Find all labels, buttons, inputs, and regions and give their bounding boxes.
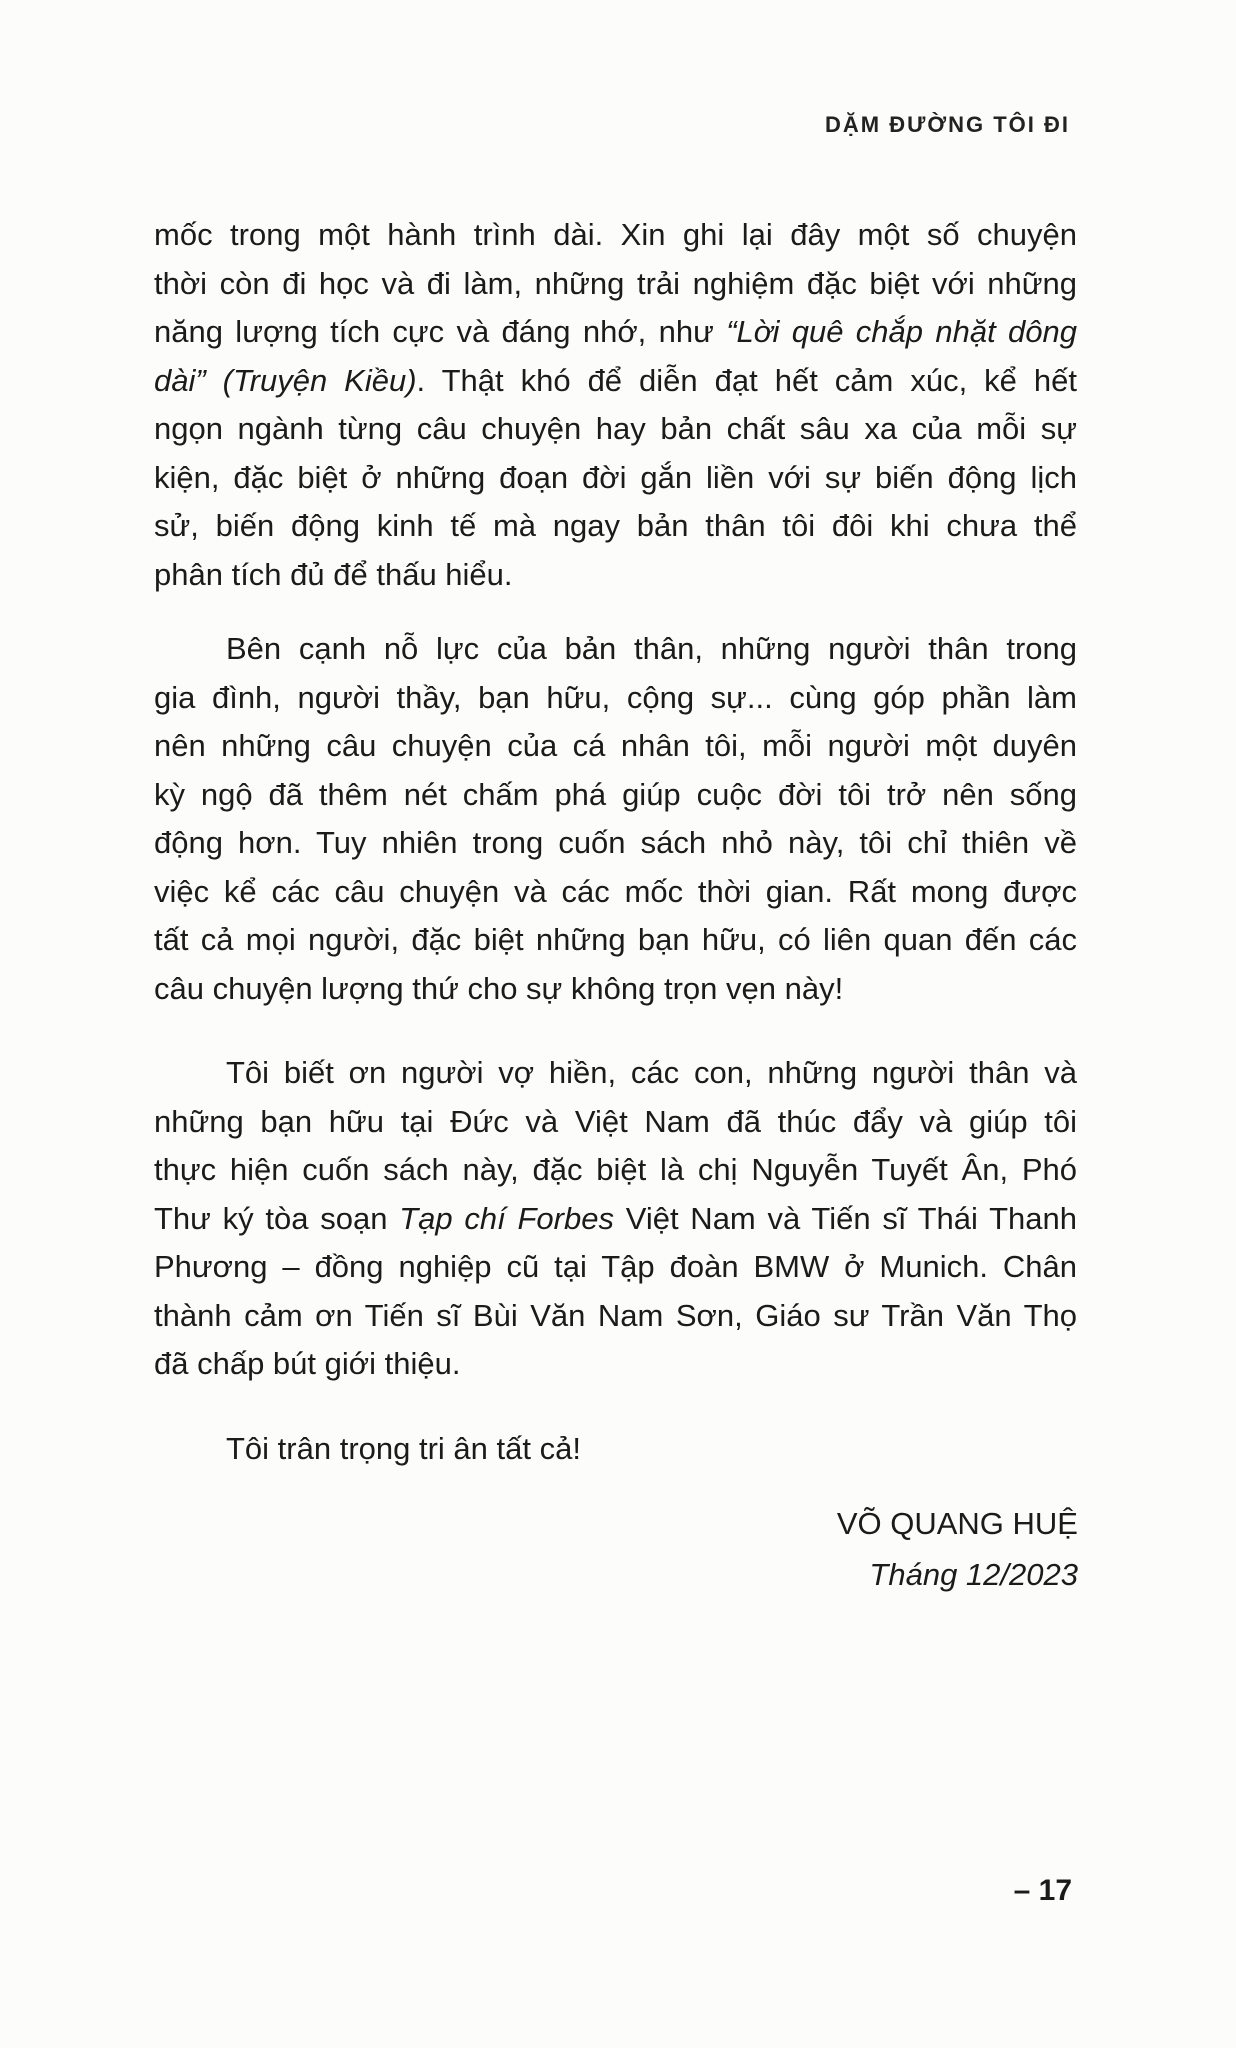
- text-segment: năng lượng tích cực và đáng nhớ, như: [154, 314, 727, 349]
- italic-text: Tạp chí Forbes: [399, 1200, 614, 1236]
- italic-text: dài” (Truyện Kiều): [154, 362, 417, 398]
- text-segment: câu chuyện lượng thứ cho sự không trọn vẹn này!: [154, 970, 844, 1006]
- text-segment: Thư ký tòa soạn: [154, 1200, 400, 1236]
- text-segment: Phương – đồng nghiệp cũ tại Tập đoàn BMW ở Munich. Chân: [154, 1249, 1077, 1284]
- text-segment: thành cảm ơn Tiến sĩ Bùi Văn Nam Sơn, Giáo sư Trần Văn Thọ: [154, 1297, 1077, 1333]
- italic-text: “Lời quê chắp nhặt dông: [726, 314, 1077, 349]
- text-segment: đã chấp bút giới thiệu.: [154, 1346, 461, 1381]
- text-segment: nên những câu chuyện của cá nhân tôi, mỗi người một duyên: [154, 728, 1077, 763]
- author-signature: VÕ QUANG HUỆ: [836, 1506, 1078, 1541]
- text-line: [154, 868, 1077, 917]
- text-line: [154, 211, 1077, 260]
- text-segment: Tôi biết ơn người vợ hiền, các con, những người thân và: [226, 1055, 1077, 1090]
- text-segment: thời còn đi học và đi làm, những trải nghiệm đặc biệt với những: [154, 265, 1077, 301]
- text-segment: kỳ ngộ đã thêm nét chấm phá giúp cuộc đời tôi trở nên sống: [154, 776, 1077, 812]
- text-segment: mốc trong một hành trình dài. Xin ghi lại đây một số chuyện: [154, 217, 1077, 252]
- text-line: [154, 1098, 1077, 1147]
- text-segment: sử, biến động kinh tế mà ngay bản thân tôi đôi khi chưa thể: [154, 508, 1077, 543]
- text-line: [154, 1340, 1077, 1389]
- running-header: DẶM ĐƯỜNG TÔI ĐI: [824, 112, 1070, 137]
- text-segment: Bên cạnh nỗ lực của bản thân, những người thân trong: [226, 631, 1077, 666]
- text-segment: Tôi trân trọng tri ân tất cả!: [226, 1431, 581, 1466]
- text-line: [154, 308, 1077, 357]
- text-segment: ngọn ngành từng câu chuyện hay bản chất sâu xa của mỗi sự: [154, 411, 1077, 446]
- text-segment: Việt Nam và Tiến sĩ Thái Thanh: [613, 1200, 1077, 1236]
- text-line: [154, 1292, 1077, 1341]
- text-segment: . Thật khó để diễn đạt hết cảm xúc, kể hết: [416, 362, 1077, 398]
- text-line: [154, 551, 1077, 600]
- text-line: [154, 1425, 1077, 1474]
- text-line: [154, 405, 1077, 454]
- text-segment: tất cả mọi người, đặc biệt những bạn hữu, có liên quan đến các: [154, 922, 1077, 957]
- signature-date: Tháng 12/2023: [869, 1557, 1078, 1592]
- text-line: [154, 965, 1077, 1014]
- text-line: [154, 260, 1077, 309]
- page-number: – 17: [1013, 1874, 1072, 1907]
- text-line: [154, 357, 1077, 406]
- text-line: [154, 625, 1077, 674]
- paragraph-3: [154, 1049, 1077, 1389]
- text-line: [154, 771, 1077, 820]
- text-segment: gia đình, người thầy, bạn hữu, cộng sự... cùng góp phần làm: [154, 679, 1077, 715]
- text-segment: động hơn. Tuy nhiên trong cuốn sách nhỏ này, tôi chỉ thiên về: [154, 825, 1077, 860]
- text-segment: kiện, đặc biệt ở những đoạn đời gắn liền với sự biến động lịch: [154, 459, 1077, 495]
- paragraph-2: [154, 625, 1077, 1013]
- text-line: [154, 502, 1077, 551]
- text-line: [154, 819, 1077, 868]
- text-line: [154, 1243, 1077, 1292]
- text-line: [154, 674, 1077, 723]
- text-segment: phân tích đủ để thấu hiểu.: [154, 556, 513, 592]
- text-line: [154, 1146, 1077, 1195]
- text-line: [154, 454, 1077, 503]
- text-line: [154, 1195, 1077, 1244]
- text-segment: những bạn hữu tại Đức và Việt Nam đã thúc đẩy và giúp tôi: [154, 1103, 1077, 1139]
- text-segment: việc kể các câu chuyện và các mốc thời gian. Rất mong được: [154, 873, 1077, 909]
- text-line: [154, 722, 1077, 771]
- paragraph-1: [154, 211, 1077, 599]
- text-segment: thực hiện cuốn sách này, đặc biệt là chị Nguyễn Tuyết Ân, Phó: [154, 1152, 1077, 1187]
- text-line: [154, 916, 1077, 965]
- text-line: [154, 1049, 1077, 1098]
- paragraph-closing: [154, 1425, 1077, 1474]
